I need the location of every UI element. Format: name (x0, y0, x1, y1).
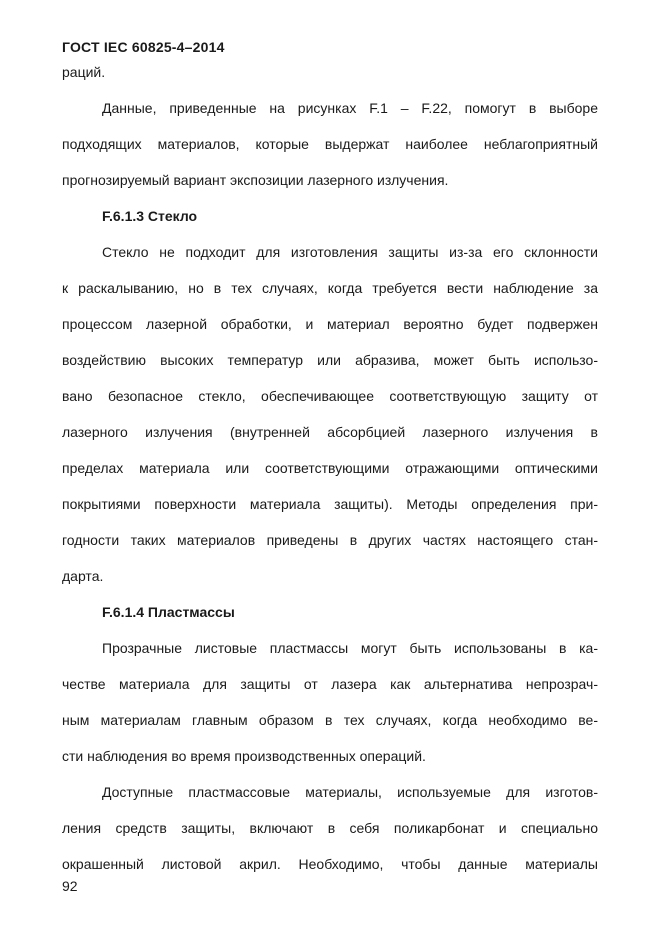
text-line: ным материалам главным образом в тех случаях, когда необходимо ве- (62, 712, 598, 728)
page-number: 92 (62, 878, 78, 894)
text-line: процессом лазерной обработки, и материал вероятно будет подвержен (62, 316, 598, 332)
text-line: годности таких материалов приведены в других частях настоящего стан- (62, 532, 598, 548)
section-heading-glass: F.6.1.3 Стекло (102, 208, 198, 224)
text-line: воздействию высоких температур или абразива, может быть использо- (62, 352, 598, 368)
text-line: лазерного излучения (внутренней абсорбцией лазерного излучения в (62, 424, 598, 440)
document-code-header: ГОСТ IEC 60825-4–2014 (62, 39, 225, 55)
section-heading-plastics: F.6.1.4 Пластмассы (102, 604, 235, 620)
text-line: Данные, приведенные на рисунках F.1 – F.22, помогут в выборе (102, 100, 598, 116)
text-line: окрашенный листовой акрил. Необходимо, чтобы данные материалы (62, 856, 598, 872)
text-line: покрытиями поверхности материала защиты). Методы определения при- (62, 496, 598, 512)
text-line: подходящих материалов, которые выдержат наиболее неблагоприятный (62, 136, 598, 152)
text-line: пределах материала или соответствующими отражающими оптическими (62, 460, 598, 476)
text-line: вано безопасное стекло, обеспечивающее соответствующую защиту от (62, 388, 598, 404)
text-line: честве материала для защиты от лазера как альтернатива непрозрач- (62, 676, 598, 692)
text-line: к раскалыванию, но в тех случаях, когда требуется вести наблюдение за (62, 280, 598, 296)
text-line: Доступные пластмассовые материалы, используемые для изготов- (102, 784, 598, 800)
text-line: сти наблюдения во время производственных операций. (62, 748, 426, 764)
text-line: раций. (62, 64, 106, 80)
text-line: Стекло не подходит для изготовления защиты из-за его склонности (102, 244, 598, 260)
text-line: прогнозируемый вариант экспозиции лазерного излучения. (62, 172, 449, 188)
text-line: дарта. (62, 568, 104, 584)
text-line: Прозрачные листовые пластмассы могут быть использованы в ка- (102, 640, 598, 656)
text-line: ления средств защиты, включают в себя поликарбонат и специально (62, 820, 598, 836)
